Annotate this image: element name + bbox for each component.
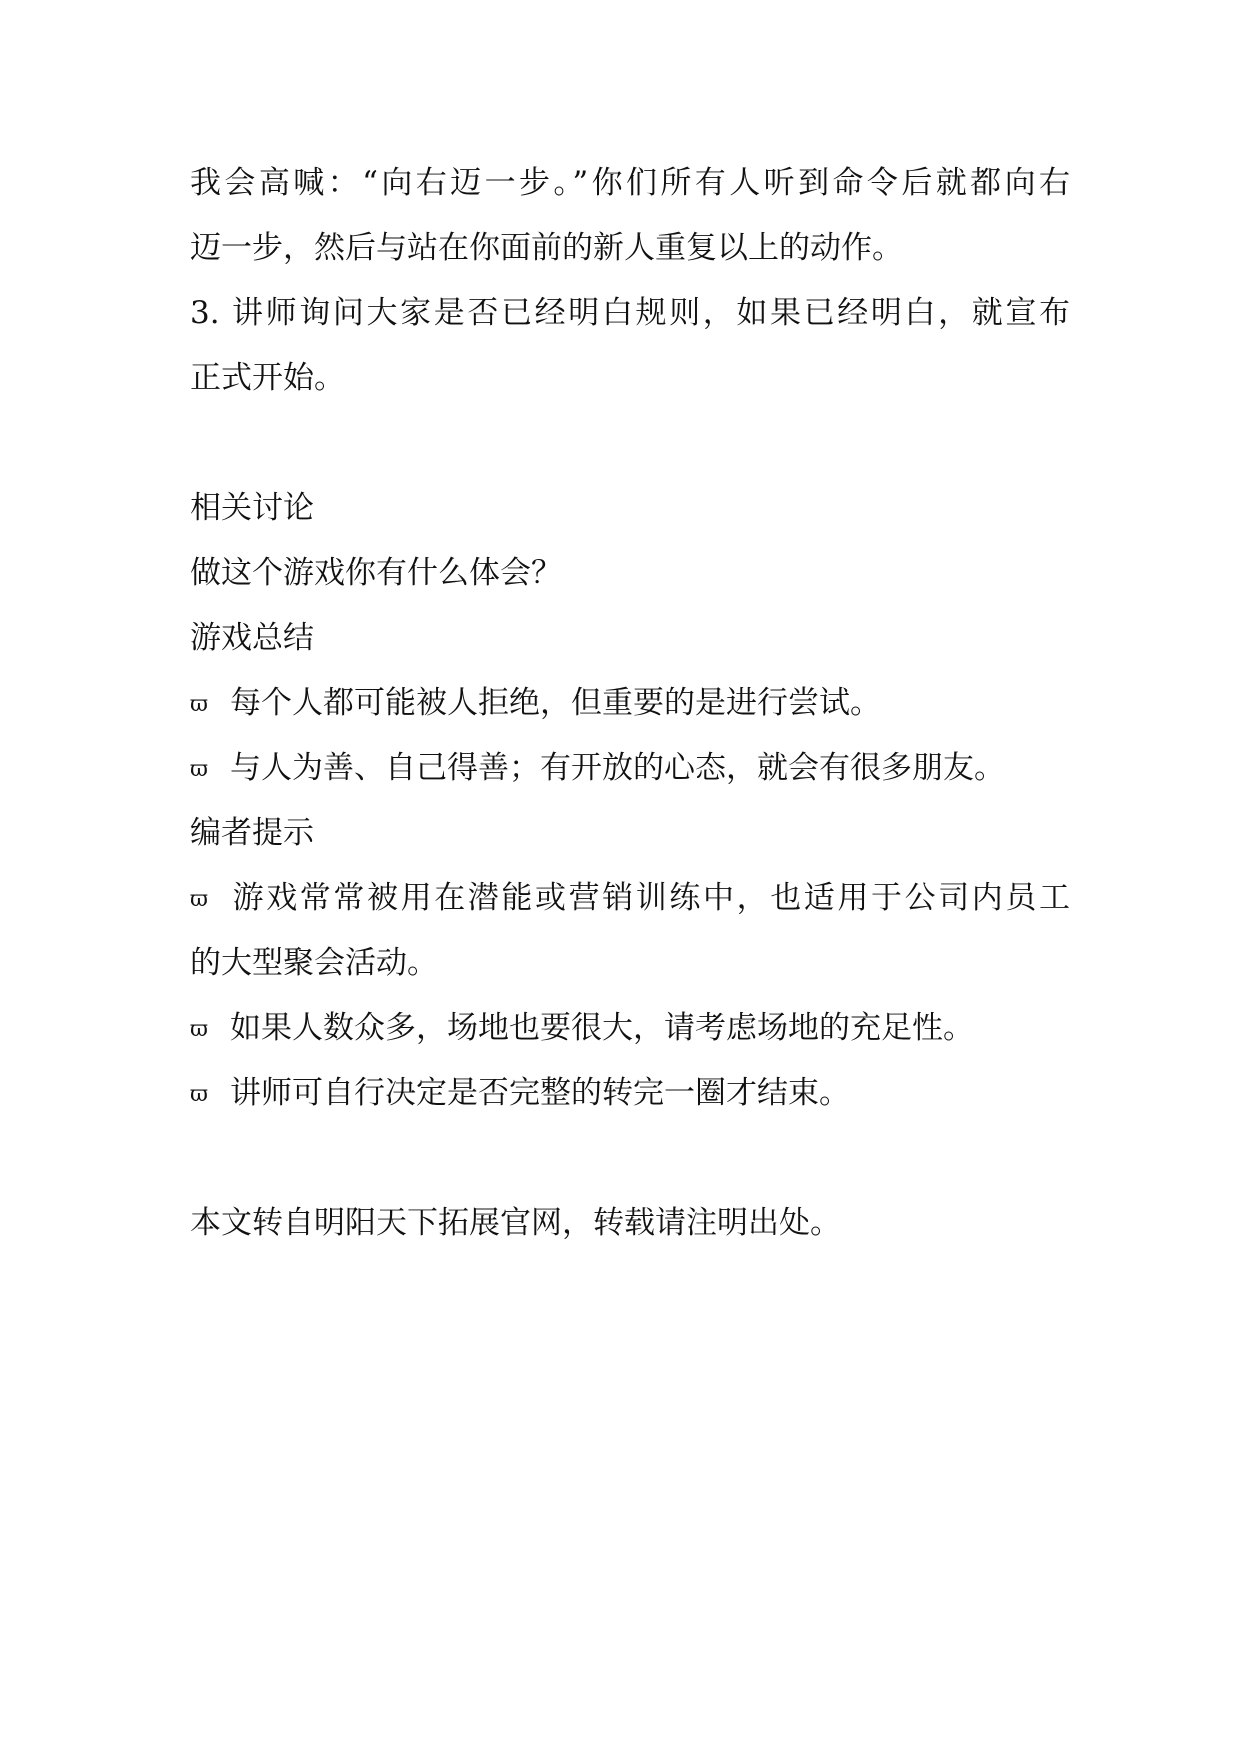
section-heading-tips: 编者提示 (190, 815, 314, 851)
bullet-icon: ϖ (190, 1017, 208, 1042)
section-heading-discussion: 相关讨论 (190, 490, 314, 526)
paragraph-line: 正式开始。 (190, 360, 345, 396)
tips-list-item (190, 1008, 1070, 1050)
bullet-icon: ϖ (190, 887, 208, 912)
tips-item-text: 如果人数众多，场地也要很大，请考虑场地的充足性。 (230, 1010, 974, 1046)
numbered-step-line: 3. 讲师询问大家是否已经明白规则，如果已经明白，就宣布 (190, 295, 1070, 331)
summary-item-text: 每个人都可能被人拒绝，但重要的是进行尝试。 (230, 685, 881, 721)
tips-list-item (190, 1073, 1070, 1115)
tips-item-text: 游戏常常被用在潜能或营销训练中，也适用于公司内员工 (230, 880, 1070, 916)
summary-list-item (190, 748, 1070, 790)
paragraph-line: 我会高喊：“向右迈一步。”你们所有人听到命令后就都向右 (190, 165, 1070, 201)
bullet-icon: ϖ (190, 692, 208, 717)
summary-list-item (190, 683, 1070, 725)
section-heading-summary: 游戏总结 (190, 620, 314, 656)
paragraph-line: 迈一步，然后与站在你面前的新人重复以上的动作。 (190, 230, 903, 266)
tips-list-item (190, 878, 1070, 920)
discussion-question: 做这个游戏你有什么体会？ (190, 555, 562, 591)
summary-item-text: 与人为善、自己得善；有开放的心态，就会有很多朋友。 (230, 750, 1005, 786)
source-note: 本文转自明阳天下拓展官网，转载请注明出处。 (190, 1205, 841, 1241)
tips-item-text: 讲师可自行决定是否完整的转完一圈才结束。 (230, 1075, 850, 1111)
bullet-icon: ϖ (190, 757, 208, 782)
tips-item-continuation: 的大型聚会活动。 (190, 945, 438, 981)
bullet-icon: ϖ (190, 1082, 208, 1107)
